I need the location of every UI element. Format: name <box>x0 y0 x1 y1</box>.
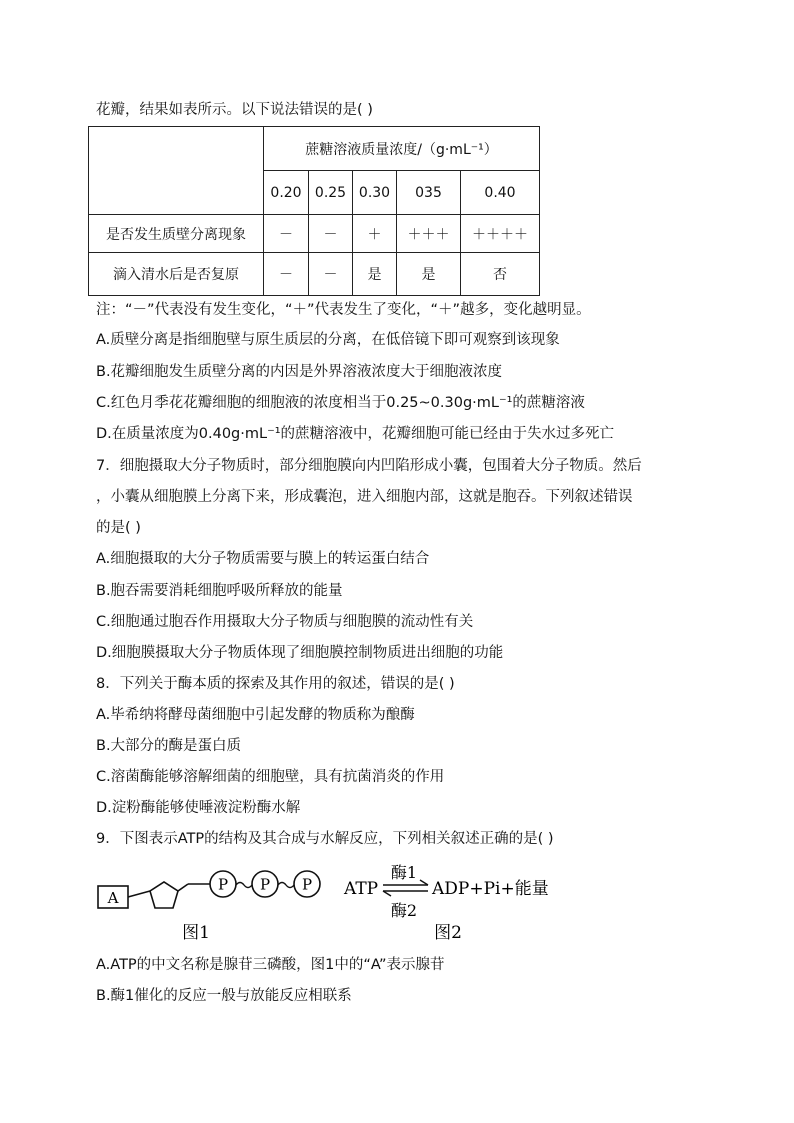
table-cell: － <box>264 215 309 253</box>
option-b: B.大部分的酶是蛋白质 <box>96 738 242 754</box>
option-d: D.在质量浓度为0.40g·mL⁻¹的蔗糖溶液中，花瓣细胞可能已经由于失水过多死亡 <box>96 426 615 442</box>
adenine-label: A <box>107 889 119 907</box>
question-7-stem: ，小囊从细胞膜上分离下来，形成囊泡，进入细胞内部，这就是胞吞。下列叙述错误 <box>96 489 633 505</box>
table-cell: 是 <box>353 253 397 296</box>
bond-line <box>128 891 150 897</box>
table-header-title: 蔗糖溶液质量浓度/（g·mL⁻¹） <box>264 127 540 171</box>
option-b: B.胞吞需要消耗细胞呼吸所释放的能量 <box>96 583 343 599</box>
option-a: A.ATP的中文名称是腺苷三磷酸，图1中的“A”表示腺苷 <box>96 957 445 973</box>
figure-2-caption: 图2 <box>434 923 462 943</box>
figure-1-caption: 图1 <box>182 923 210 943</box>
table-cell: 否 <box>461 253 540 296</box>
atp-figure <box>96 858 576 948</box>
table-cell: － <box>309 253 353 296</box>
phosphate-label: P <box>259 875 271 894</box>
high-energy-bond <box>236 883 252 888</box>
high-energy-bond <box>278 883 294 888</box>
row-label: 是否发生质壁分离现象 <box>89 215 264 253</box>
conc-cell: 0.25 <box>309 171 353 215</box>
option-b: B.花瓣细胞发生质壁分离的内因是外界溶液浓度大于细胞液浓度 <box>96 364 503 380</box>
option-c: C.红色月季花花瓣细胞的细胞液的浓度相当于0.25~0.30g·mL⁻¹的蔗糖溶液 <box>96 395 585 411</box>
table-cell: ＋＋＋ <box>397 215 461 253</box>
enzyme-2-label: 酶2 <box>390 901 418 920</box>
table-row <box>89 253 540 296</box>
table-cell: ＋＋＋＋ <box>461 215 540 253</box>
option-a: A.毕希纳将酵母菌细胞中引起发酵的物质称为酿酶 <box>96 707 415 723</box>
conc-cell: 0.40 <box>461 171 540 215</box>
row-label: 滴入清水后是否复原 <box>89 253 264 296</box>
option-c: C.溶菌酶能够溶解细菌的细胞壁，具有抗菌消炎的作用 <box>96 769 445 785</box>
table-corner <box>89 127 264 215</box>
option-d: D.细胞膜摄取大分子物质体现了细胞膜控制物质进出细胞的功能 <box>96 645 504 661</box>
table-row <box>89 215 540 253</box>
ribose-pentagon <box>150 882 178 908</box>
question-7-stem: 的是( ) <box>96 520 141 536</box>
question-8-stem: 8．下列关于酶本质的探索及其作用的叙述，错误的是( ) <box>96 676 455 692</box>
products-text: ADP+Pi+能量 <box>432 879 549 899</box>
table-note: 注：“－”代表没有发生变化，“＋”代表发生了变化，“＋”越多，变化越明显。 <box>96 302 591 318</box>
question-7-stem: 7．细胞摄取大分子物质时，部分细胞膜向内凹陷形成小囊，包围着大分子物质。然后 <box>96 458 642 474</box>
question-intro: 花瓣，结果如表所示。以下说法错误的是( ) <box>96 102 373 118</box>
atp-text: ATP <box>344 879 379 899</box>
table-cell: － <box>264 253 309 296</box>
option-a: A.质壁分离是指细胞壁与原生质层的分离，在低倍镜下即可观察到该现象 <box>96 332 560 348</box>
forward-arrowhead <box>420 880 428 885</box>
conc-cell: 0.20 <box>264 171 309 215</box>
table-cell: － <box>309 215 353 253</box>
question-9-stem: 9．下图表示ATP的结构及其合成与水解反应，下列相关叙述正确的是( ) <box>96 831 554 847</box>
option-a: A.细胞摄取的大分子物质需要与膜上的转运蛋白结合 <box>96 551 430 567</box>
phosphate-label: P <box>217 875 229 894</box>
phosphate-label: P <box>301 875 313 894</box>
table-cell: 是 <box>397 253 461 296</box>
reverse-arrowhead <box>383 891 391 896</box>
conc-cell: 0.30 <box>353 171 397 215</box>
conc-cell: 035 <box>397 171 461 215</box>
option-d: D.淀粉酶能够使唾液淀粉酶水解 <box>96 800 301 816</box>
table-cell: ＋ <box>353 215 397 253</box>
option-c: C.细胞通过胞吞作用摄取大分子物质与细胞膜的流动性有关 <box>96 614 474 630</box>
data-table <box>88 126 540 296</box>
option-b: B.酶1催化的反应一般与放能反应相联系 <box>96 988 352 1004</box>
bond-line <box>178 884 188 891</box>
enzyme-1-label: 酶1 <box>390 863 418 882</box>
